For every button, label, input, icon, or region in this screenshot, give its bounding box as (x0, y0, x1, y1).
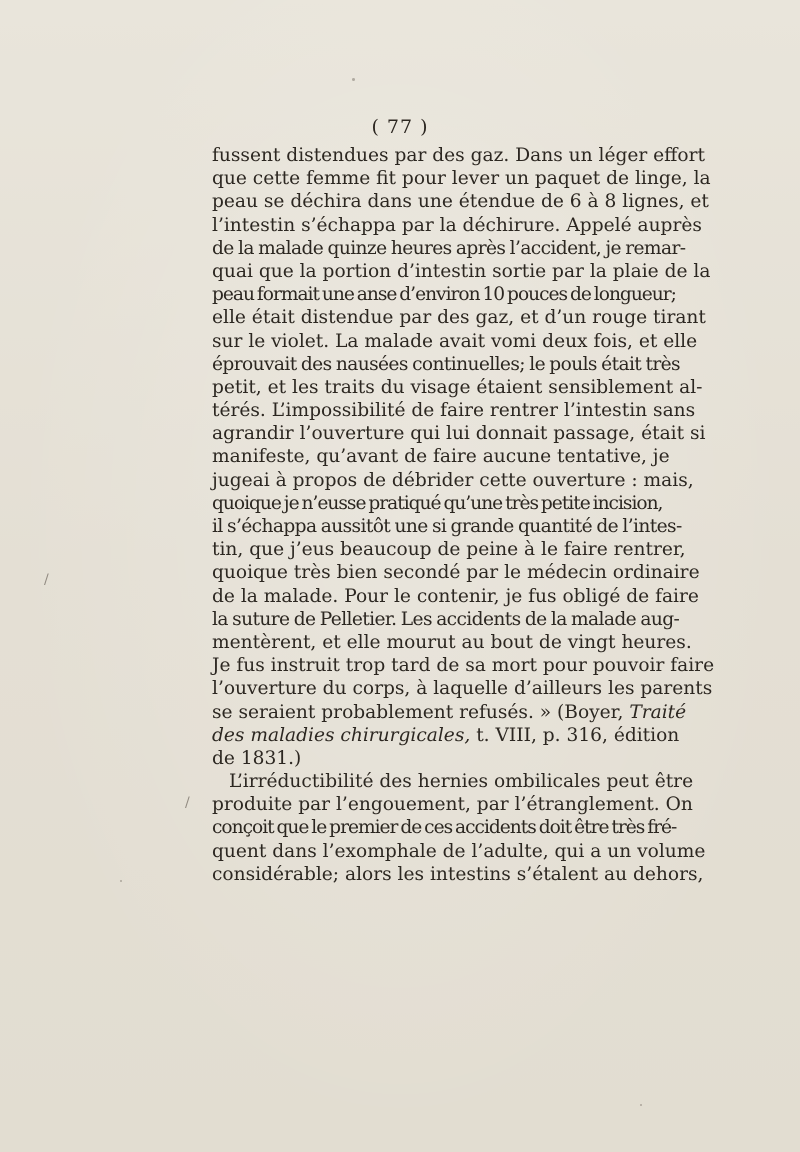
text-line: manifeste, qu’avant de faire aucune tentative, je (212, 446, 670, 468)
text-line: sur le violet. La malade avait vomi deux fois, et elle (212, 330, 698, 352)
citation-line (212, 724, 680, 747)
citation-title: Traité (629, 701, 687, 723)
text-line: de 1831.) (212, 747, 302, 769)
text-line: produite par l’engouement, par l’étranglement. On (212, 794, 693, 816)
text-line: quoique je n’eusse pratiqué qu’une très petite incision, (212, 492, 663, 514)
text-line: térés. L’impossibilité de faire rentrer l’intestin sans (212, 400, 696, 422)
text-line: éprouvait des nausées continuelles; le pouls était très (212, 353, 680, 375)
paper-speck (352, 78, 355, 81)
text-line: quent dans l’exomphale de l’adulte, qui a un volume (212, 840, 706, 862)
text-line: tin, que j’eus beaucoup de peine à le faire rentrer, (212, 539, 686, 561)
text-line: il s’échappa aussitôt une si grande quantité de l’intes- (212, 516, 682, 537)
text-line: mentèrent, et elle mourut au bout de vingt heures. (212, 631, 692, 653)
text-line: jugeai à propos de débrider cette ouverture : mais, (212, 469, 694, 491)
text-fragment: se seraient probablement refusés. » (Boyer, (212, 701, 624, 723)
paper-speck (640, 1104, 642, 1106)
text-line: que cette femme fit pour lever un paquet de linge, la (212, 168, 711, 190)
text-line: petit, et les traits du visage étaient sensiblement al- (212, 376, 703, 398)
text-line: peau se déchira dans une étendue de 6 à 8 lignes, et (212, 191, 709, 213)
text-line: de la malade. Pour le contenir, je fus obligé de faire (212, 585, 699, 607)
text-line: agrandir l’ouverture qui lui donnait passage, était si (212, 423, 706, 445)
text-line: elle était distendue par des gaz, et d’un rouge tirant (212, 307, 706, 329)
text-line: l’ouverture du corps, à laquelle d’ailleurs les parents (212, 678, 713, 700)
page-number: ( 77 ) (371, 116, 429, 138)
text-line: de la malade quinze heures après l’accident, je remar- (212, 237, 686, 259)
paper-speck (656, 828, 658, 830)
text-line: fussent distendues par des gaz. Dans un léger effort (212, 145, 705, 166)
text-line: quoique très bien secondé par le médecin ordinaire (212, 562, 700, 584)
text-line: considérable; alors les intestins s’étalent au dehors, (212, 863, 704, 885)
margin-mark: / (185, 795, 190, 811)
citation-line (212, 701, 687, 724)
paragraph-start: L’irréductibilité des hernies ombilicales peut être (229, 771, 694, 793)
text-line: Je fus instruit trop tard de sa mort pour pouvoir faire (212, 655, 715, 677)
citation-title: maladies chirurgicales, (250, 724, 471, 746)
body-text (212, 144, 715, 886)
citation-title: des (212, 724, 245, 746)
text-line: la suture de Pelletier. Les accidents de la malade aug- (212, 608, 680, 630)
citation-ref: t. VIII, p. 316, édition (476, 724, 680, 746)
text-line: quai que la portion d’intestin sortie par la plaie de la (212, 260, 711, 282)
paper-speck (120, 880, 122, 882)
text-line: l’intestin s’échappa par la déchirure. Appelé auprès (212, 214, 702, 236)
text-line: peau formait une anse d’environ 10 pouces de longueur; (212, 284, 676, 306)
text-line: conçoit que le premier de ces accidents doit être très fré- (212, 817, 677, 839)
margin-mark: / (44, 572, 49, 588)
